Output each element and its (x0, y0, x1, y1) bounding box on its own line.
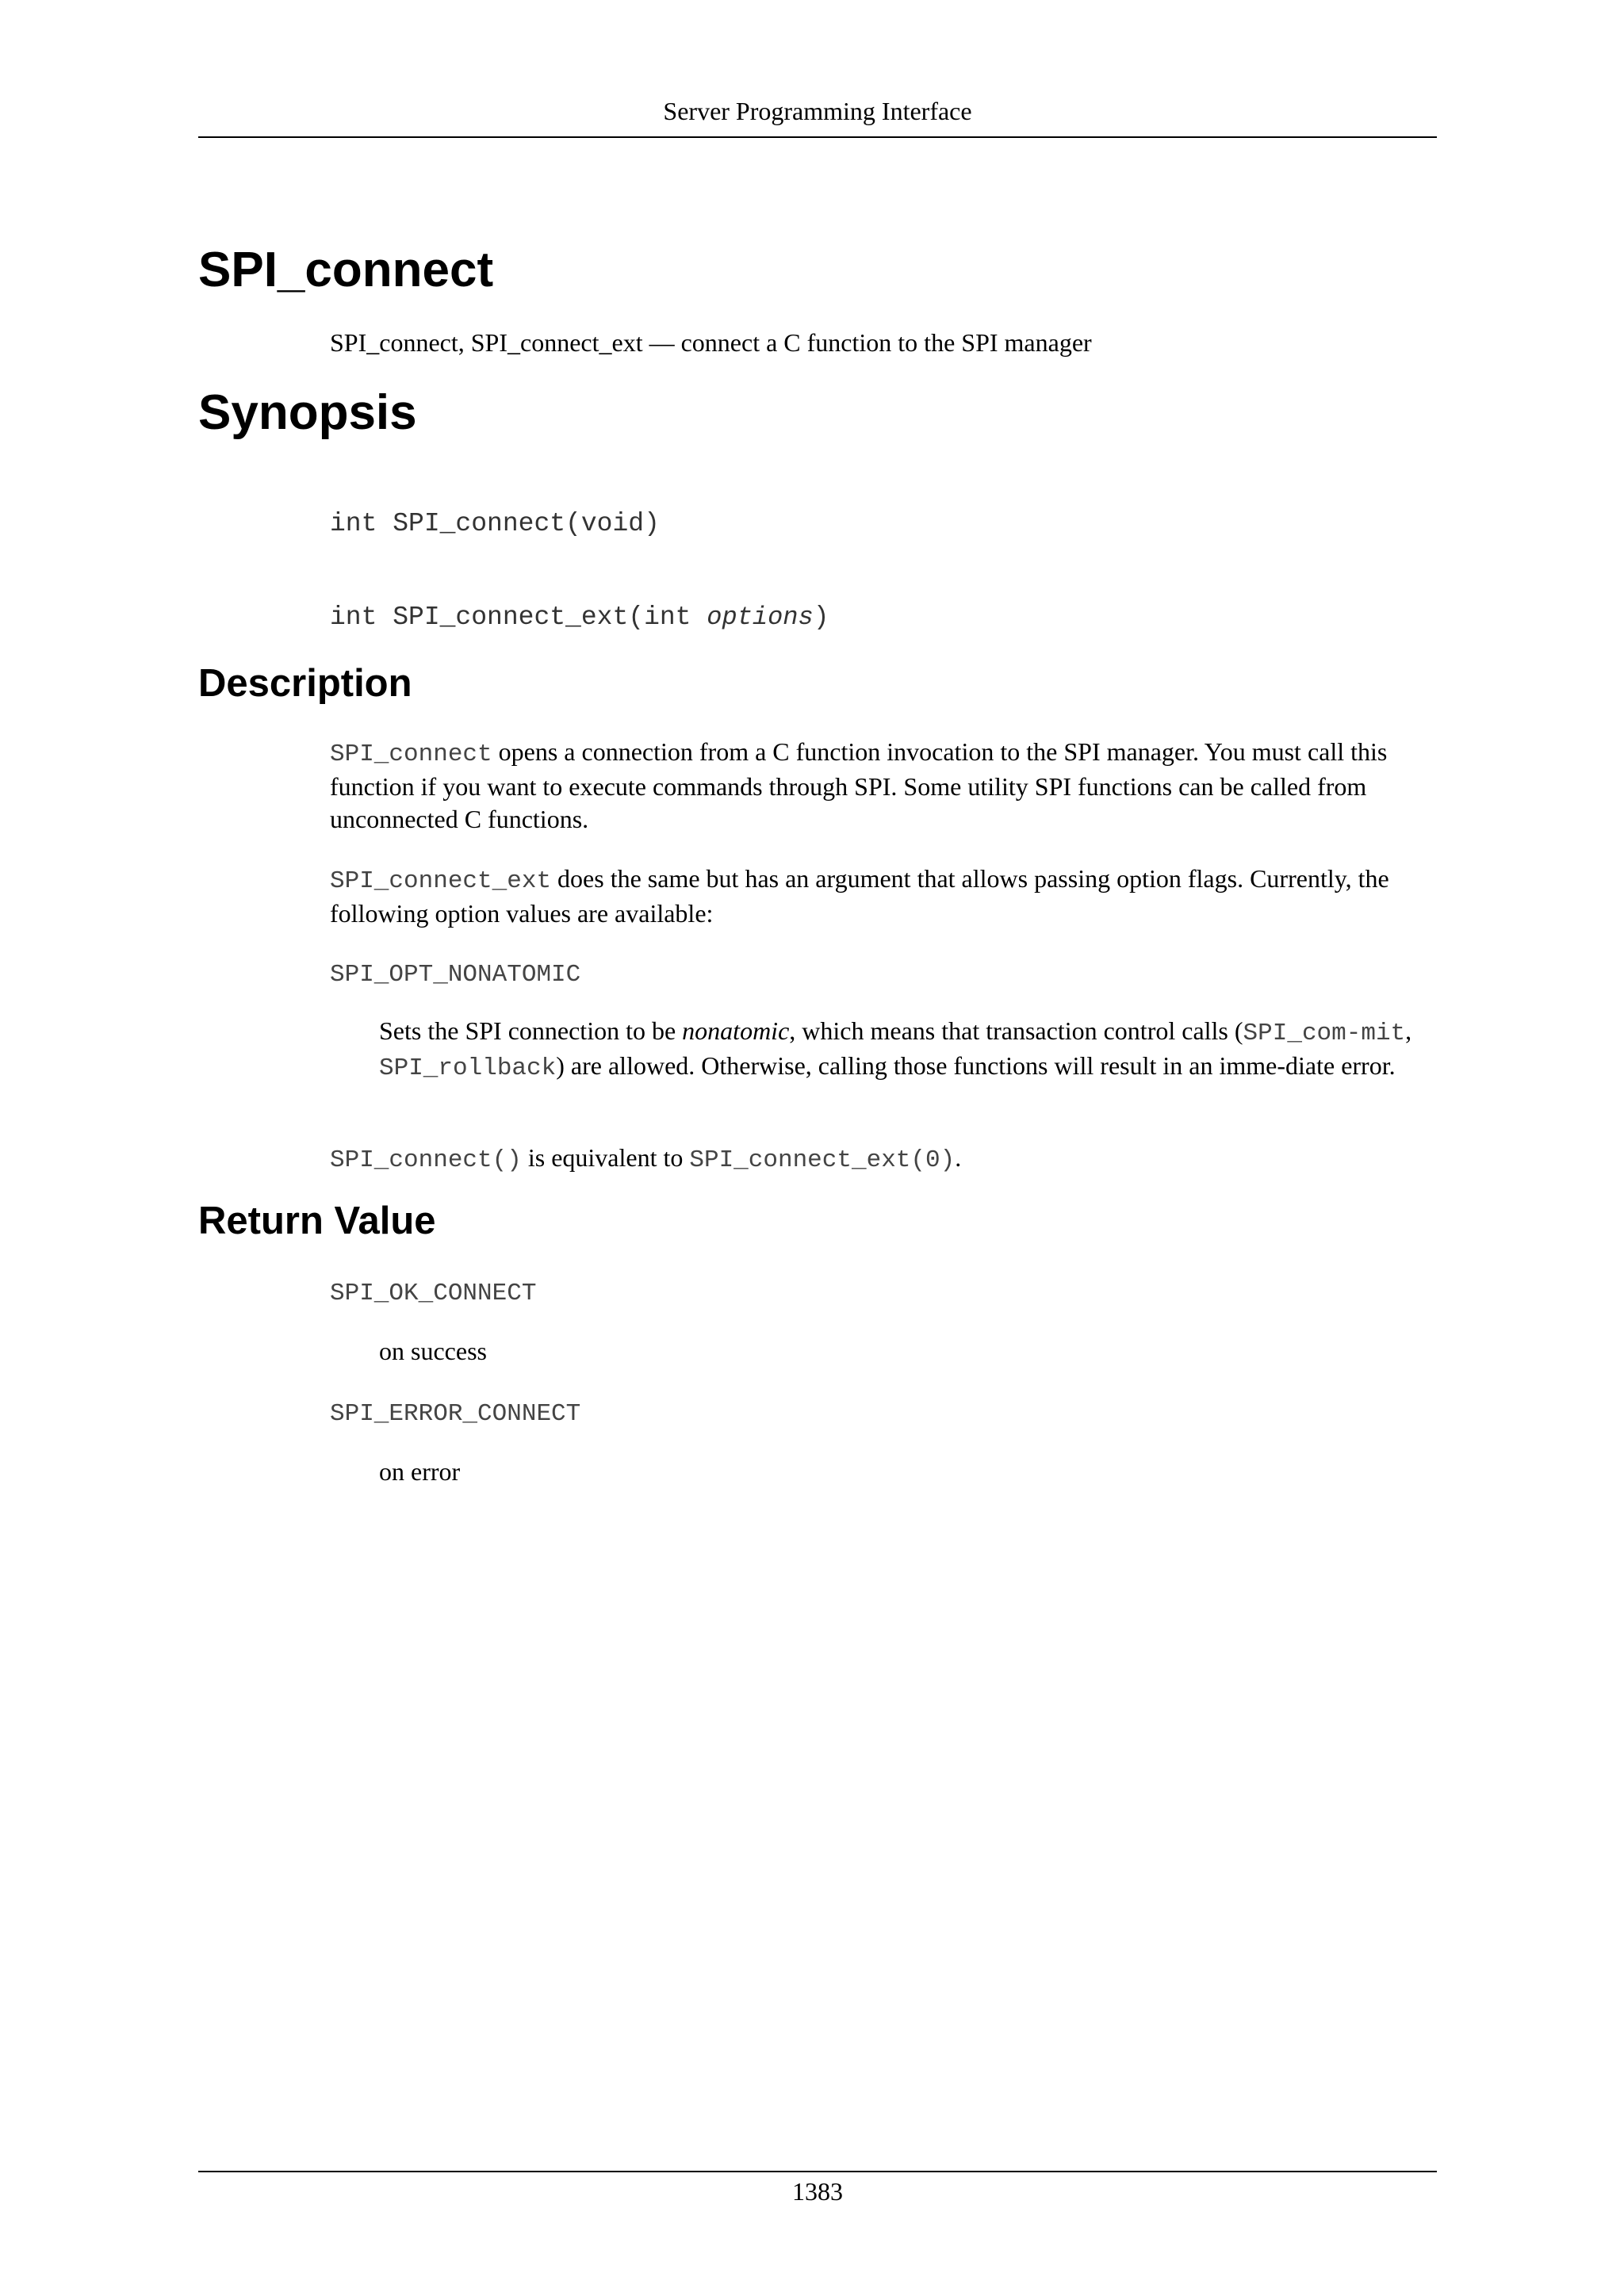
return-term-2 (330, 1395, 1437, 1430)
synopsis-code-2-suffix: ) (813, 603, 829, 632)
option-text: Sets the SPI connection to be (379, 1016, 683, 1045)
synopsis-line-1 (330, 506, 1437, 540)
paragraph-text: . (955, 1143, 962, 1172)
footer-rule (198, 2171, 1437, 2172)
synopsis-code-1: int SPI_connect(void) (330, 509, 660, 538)
description-paragraph-2 (330, 863, 1437, 930)
option-term-code: SPI_OPT_NONATOMIC (330, 961, 581, 989)
option-term (330, 956, 1437, 991)
return-term-1 (330, 1275, 1437, 1310)
option-text: , (1405, 1016, 1412, 1045)
header-rule (198, 136, 1437, 138)
return-term-code: SPI_OK_CONNECT (330, 1280, 537, 1307)
inline-code: SPI_rollback (379, 1054, 557, 1082)
equivalence-note (330, 1142, 1437, 1177)
return-term-code: SPI_ERROR_CONNECT (330, 1400, 581, 1428)
synopsis-code-2-prefix: int SPI_connect_ext(int (330, 603, 707, 632)
paragraph-text: does the same but has an argument that allows passing option flags. Currently, the following option values are available: (330, 864, 1389, 928)
inline-code: SPI_connect_ext (330, 867, 552, 895)
option-emphasis: nonatomic (682, 1016, 790, 1045)
paragraph-text: is equivalent to (521, 1143, 690, 1172)
inline-code: SPI_com-mit (1243, 1020, 1406, 1047)
synopsis-param: options (707, 603, 814, 632)
running-header: Server Programming Interface (663, 97, 972, 125)
refentry-title: SPI_connect (198, 243, 494, 297)
description-paragraph-1 (330, 736, 1437, 836)
return-desc-1: on success (379, 1337, 487, 1365)
option-description (379, 1015, 1437, 1085)
return-value-heading: Return Value (198, 1200, 436, 1242)
inline-code: SPI_connect_ext(0) (689, 1146, 956, 1174)
description-heading: Description (198, 662, 412, 705)
inline-code: SPI_connect() (330, 1146, 522, 1174)
synopsis-line-2 (330, 599, 1437, 633)
refentry-purpose: SPI_connect, SPI_connect_ext — connect a C function to the SPI manager (330, 328, 1092, 357)
paragraph-text: opens a connection from a C function invocation to the SPI manager. You must call this function if you want to execute commands through SPI. Some utility SPI functions can be called from unconnected C functions. (330, 737, 1388, 833)
option-text: ) are allowed. Otherwise, calling those functions will result in an imme-diate error. (556, 1051, 1396, 1080)
synopsis-heading: Synopsis (198, 385, 417, 440)
inline-code: SPI_connect (330, 740, 492, 768)
return-desc-2: on error (379, 1457, 461, 1486)
option-text: , which means that transaction control calls ( (789, 1016, 1243, 1045)
page-number: 1383 (792, 2177, 843, 2206)
